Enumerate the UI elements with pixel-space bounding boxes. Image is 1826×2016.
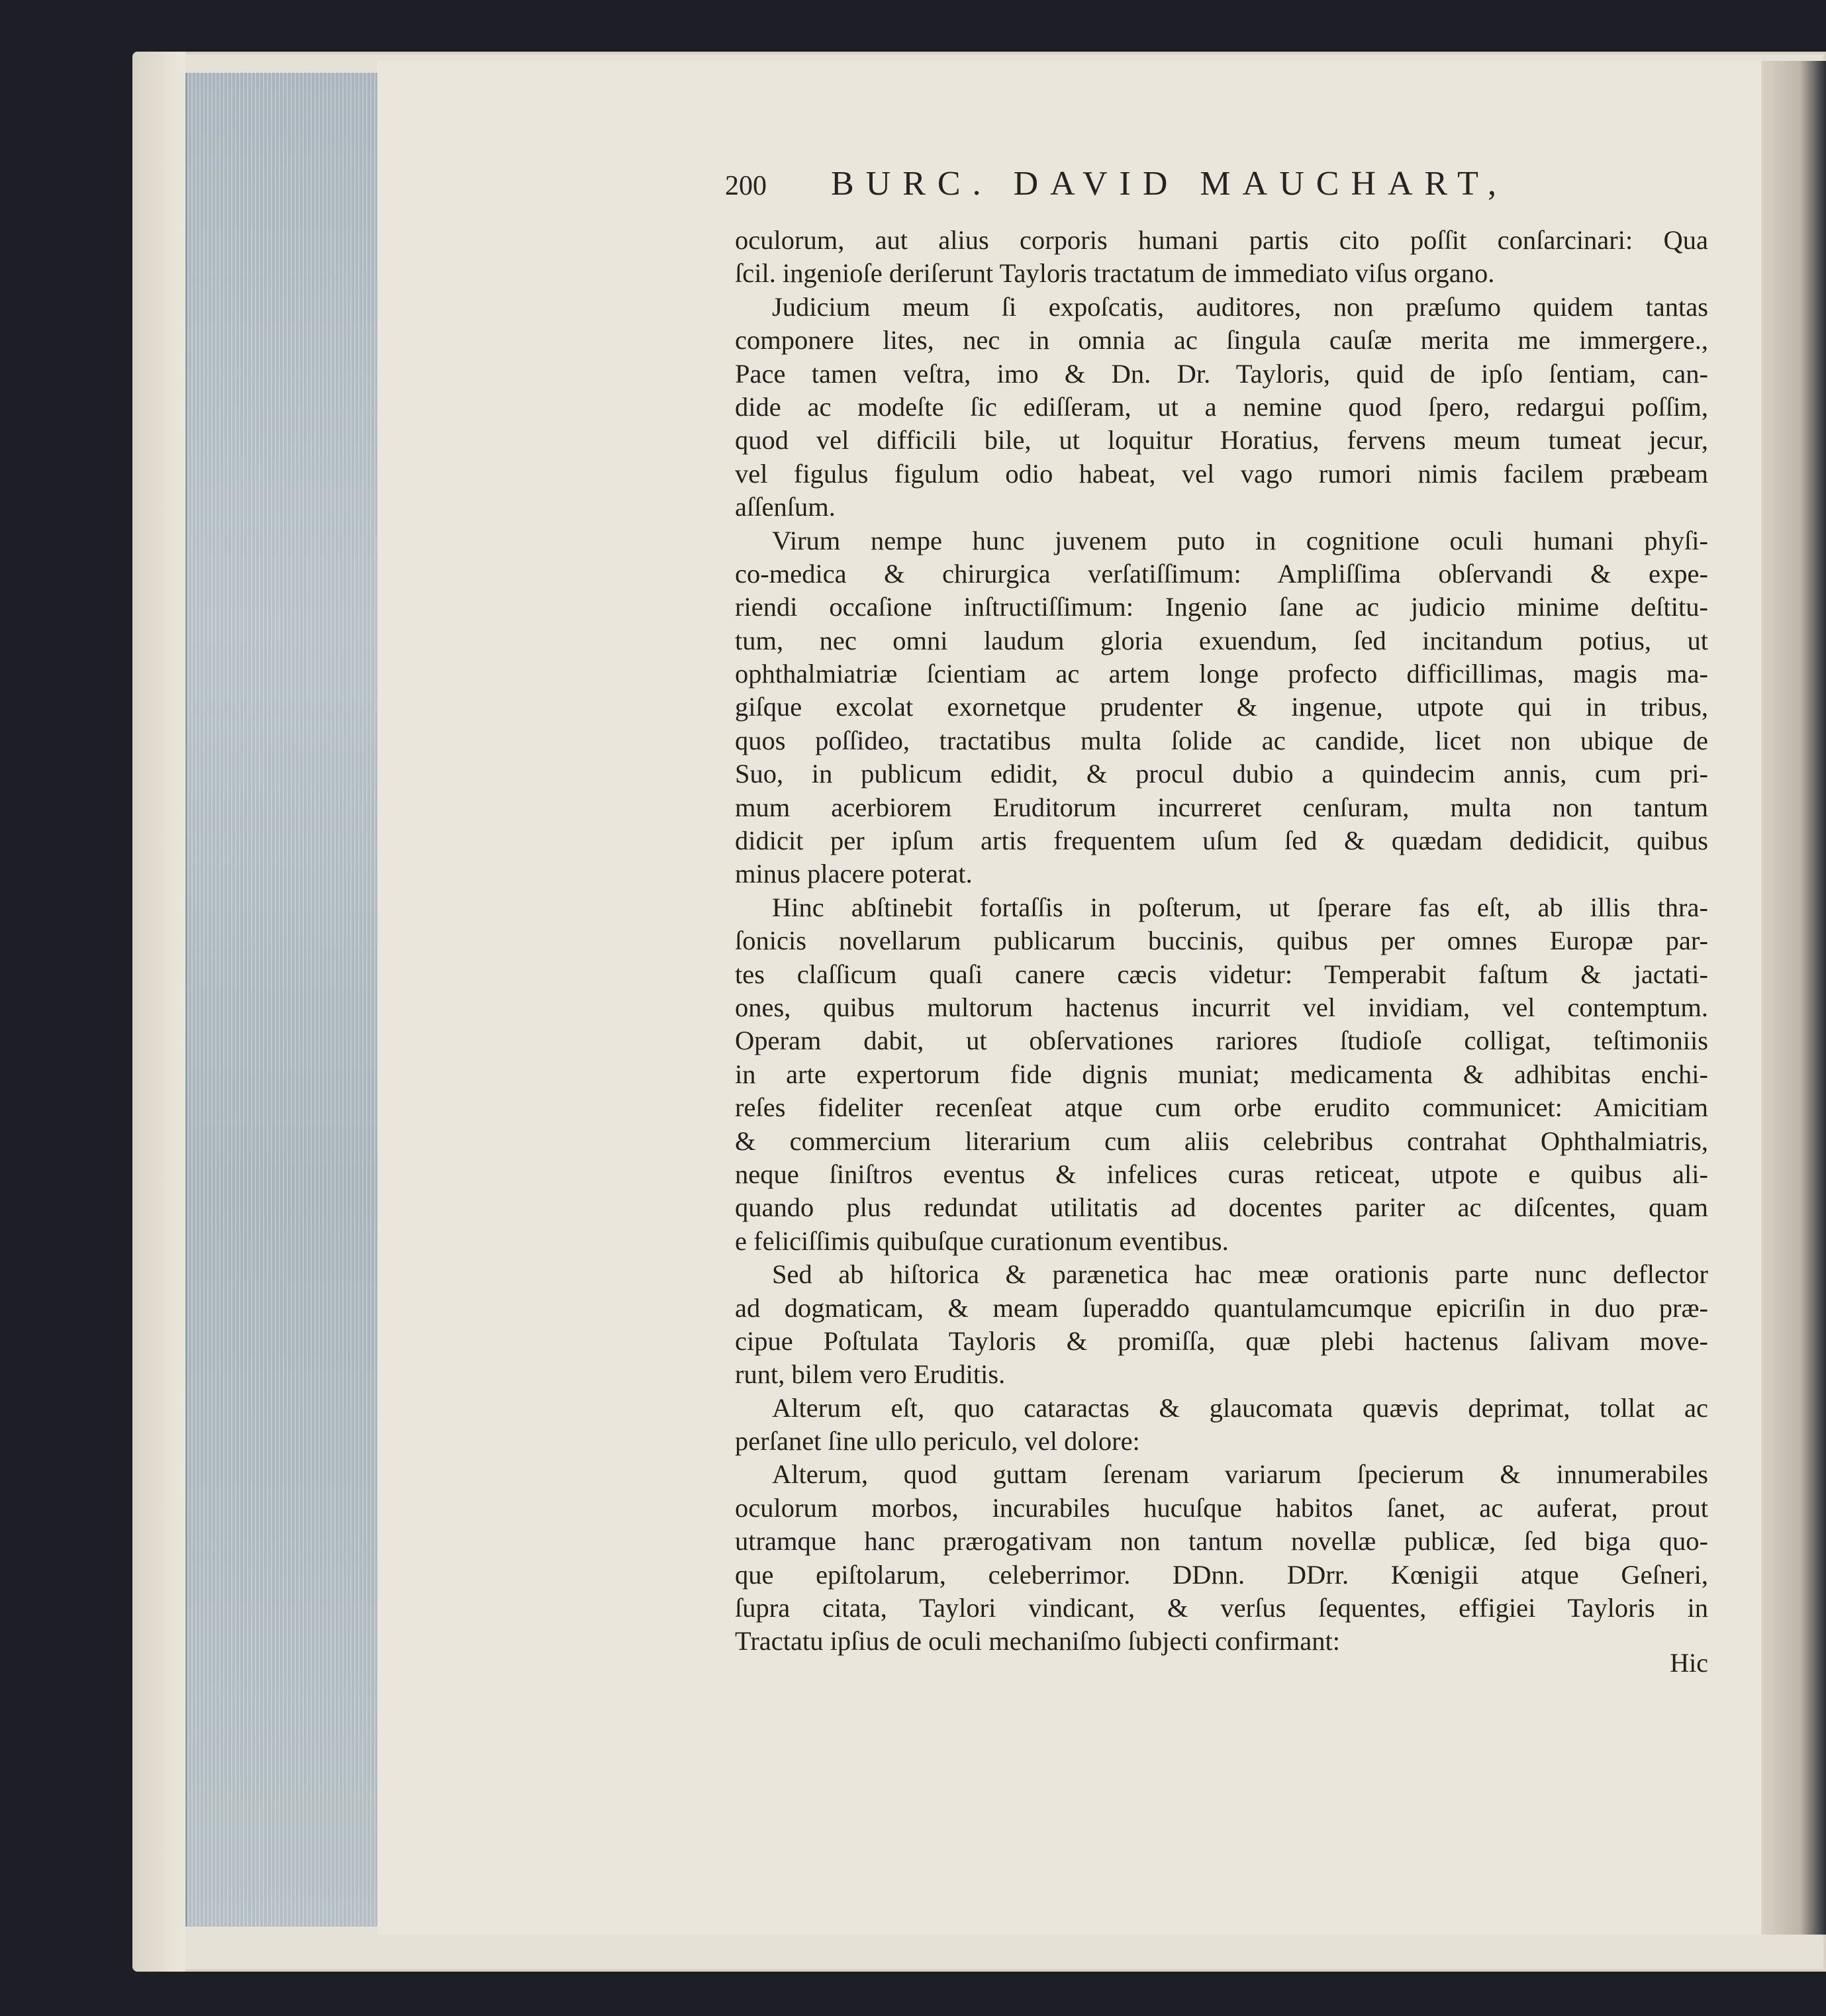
- catchword: Hic: [1670, 1648, 1708, 1678]
- text-line: dide ac modeſte ſic ediſſeram, ut a nemine quod ſpero, redargui poſſim,: [735, 391, 1708, 422]
- text-line: perſanet ſine ullo periculo, vel dolore:: [735, 1426, 1140, 1457]
- text-line: ſcil. ingenioſe deriſerunt Tayloris tractatum de immediato viſus organo.: [735, 258, 1495, 289]
- text-line: giſque excolat exornetque prudenter & ingenue, utpote qui in tribus,: [735, 692, 1708, 722]
- running-title: BURC. DAVID MAUCHART,: [831, 165, 1509, 203]
- text-line: quando plus redundat utilitatis ad docentes pariter ac diſcentes, quam: [735, 1192, 1708, 1223]
- text-line: neque ſiniſtros eventus & infelices curas reticeat, utpote e quibus ali-: [735, 1159, 1708, 1189]
- text-line: co-medica & chirurgica verſatiſſimum: Ampliſſima obſervandi & expe-: [735, 558, 1708, 589]
- text-line: ophthalmiatriæ ſcientiam ac artem longe profecto difficillimas, magis ma-: [735, 659, 1708, 689]
- text-line: ſupra citata, Taylori vindicant, & verſus ſequentes, effigiei Tayloris in: [735, 1593, 1708, 1623]
- text-line: ones, quibus multorum hactenus incurrit vel invidiam, vel contemptum.: [735, 992, 1708, 1022]
- text-line: que epiſtolarum, celeberrimor. DDnn. DDrr. Kœnigii atque Geſneri,: [735, 1559, 1708, 1590]
- gutter-shadow: [1761, 61, 1826, 1935]
- text-line: e feliciſſimis quibuſque curationum eventibus.: [735, 1225, 1229, 1256]
- text-line: oculorum morbos, incurabiles hucuſque habitos ſanet, ac auferat, prout: [735, 1492, 1708, 1523]
- page-edges: [185, 73, 381, 1927]
- text-line: runt, bilem vero Eruditis.: [735, 1359, 1006, 1390]
- text-line: utramque hanc prærogativam non tantum novellæ publicæ, ſed biga quo-: [735, 1526, 1708, 1557]
- text-line: Hinc abſtinebit fortaſſis in poſterum, ut ſperare fas eſt, ab illis thra-: [772, 892, 1708, 922]
- text-line: componere lites, nec in omnia ac ſingula cauſæ merita me immergere.,: [735, 325, 1708, 356]
- text-line: quos poſſideo, tractatibus multa ſolide ac candide, licet non ubique de: [735, 725, 1708, 755]
- text-line: quod vel difficili bile, ut loquitur Horatius, fervens meum tumeat jecur,: [735, 425, 1708, 456]
- text-line: Sed ab hiſtorica & parænetica hac meæ orationis parte nunc deflector: [772, 1259, 1708, 1290]
- text-line: aſſenſum.: [735, 492, 836, 522]
- body-text: [735, 224, 1708, 1687]
- text-line: Virum nempe hunc juvenem puto in cognitione oculi humani phyſi-: [772, 525, 1708, 555]
- text-line: tes claſſicum quaſi canere cæcis videtur: Temperabit faſtum & jactati-: [735, 959, 1708, 989]
- text-line: Operam dabit, ut obſervationes rariores ſtudioſe colligat, teſtimoniis: [735, 1026, 1708, 1056]
- text-line: tum, nec omni laudum gloria exuendum, ſed incitandum potius, ut: [735, 625, 1708, 655]
- text-line: oculorum, aut alius corporis humani partis cito poſſit conſarcinari: Qua: [735, 225, 1708, 255]
- text-line: reſes fideliter recenſeat atque cum orbe erudito communicet: Amicitiam: [735, 1092, 1708, 1123]
- text-line: cipue Poſtulata Tayloris & promiſſa, quæ plebi hactenus ſalivam move-: [735, 1325, 1708, 1356]
- text-line: didicit per ipſum artis frequentem uſum ſed & quædam dedidicit, quibus: [735, 826, 1708, 856]
- cover-edge: [132, 52, 185, 1972]
- text-line: ſonicis novellarum publicarum buccinis, quibus per omnes Europæ par-: [735, 926, 1708, 956]
- text-line: Suo, in publicum edidit, & procul dubio a quindecim annis, cum pri-: [735, 759, 1708, 789]
- text-line: Tractatu ipſius de oculi mechaniſmo ſubjecti confirmant:: [735, 1626, 1341, 1656]
- text-line: minus placere poterat.: [735, 859, 973, 889]
- text-line: ad dogmaticam, & meam ſuperaddo quantulamcumque epicriſin in duo præ-: [735, 1292, 1708, 1323]
- text-line: riendi occaſione inſtructiſſimum: Ingenio ſane ac judicio minime deſtitu-: [735, 592, 1708, 622]
- text-line: Alterum, quod guttam ſerenam variarum ſpecierum & innumerabiles: [772, 1459, 1708, 1490]
- text-line: vel figulus figulum odio habeat, vel vago rumori nimis facilem præbeam: [735, 458, 1708, 489]
- text-line: Judicium meum ſi expoſcatis, auditores, non præſumo quidem tantas: [772, 291, 1708, 322]
- text-line: in arte expertorum fide dignis muniat; medicamenta & adhibitas enchi-: [735, 1059, 1708, 1089]
- text-line: & commercium literarium cum aliis celebribus contrahat Ophthalmiatris,: [735, 1126, 1708, 1156]
- text-line: Alterum eſt, quo cataractas & glaucomata quævis deprimat, tollat ac: [772, 1392, 1708, 1423]
- text-line: mum acerbiorem Eruditorum incurreret cenſuram, multa non tantum: [735, 792, 1708, 822]
- page-number: 200: [725, 171, 767, 201]
- text-line: Pace tamen veſtra, imo & Dn. Dr. Tayloris, quid de ipſo ſentiam, can-: [735, 358, 1708, 389]
- running-head: [725, 164, 1718, 224]
